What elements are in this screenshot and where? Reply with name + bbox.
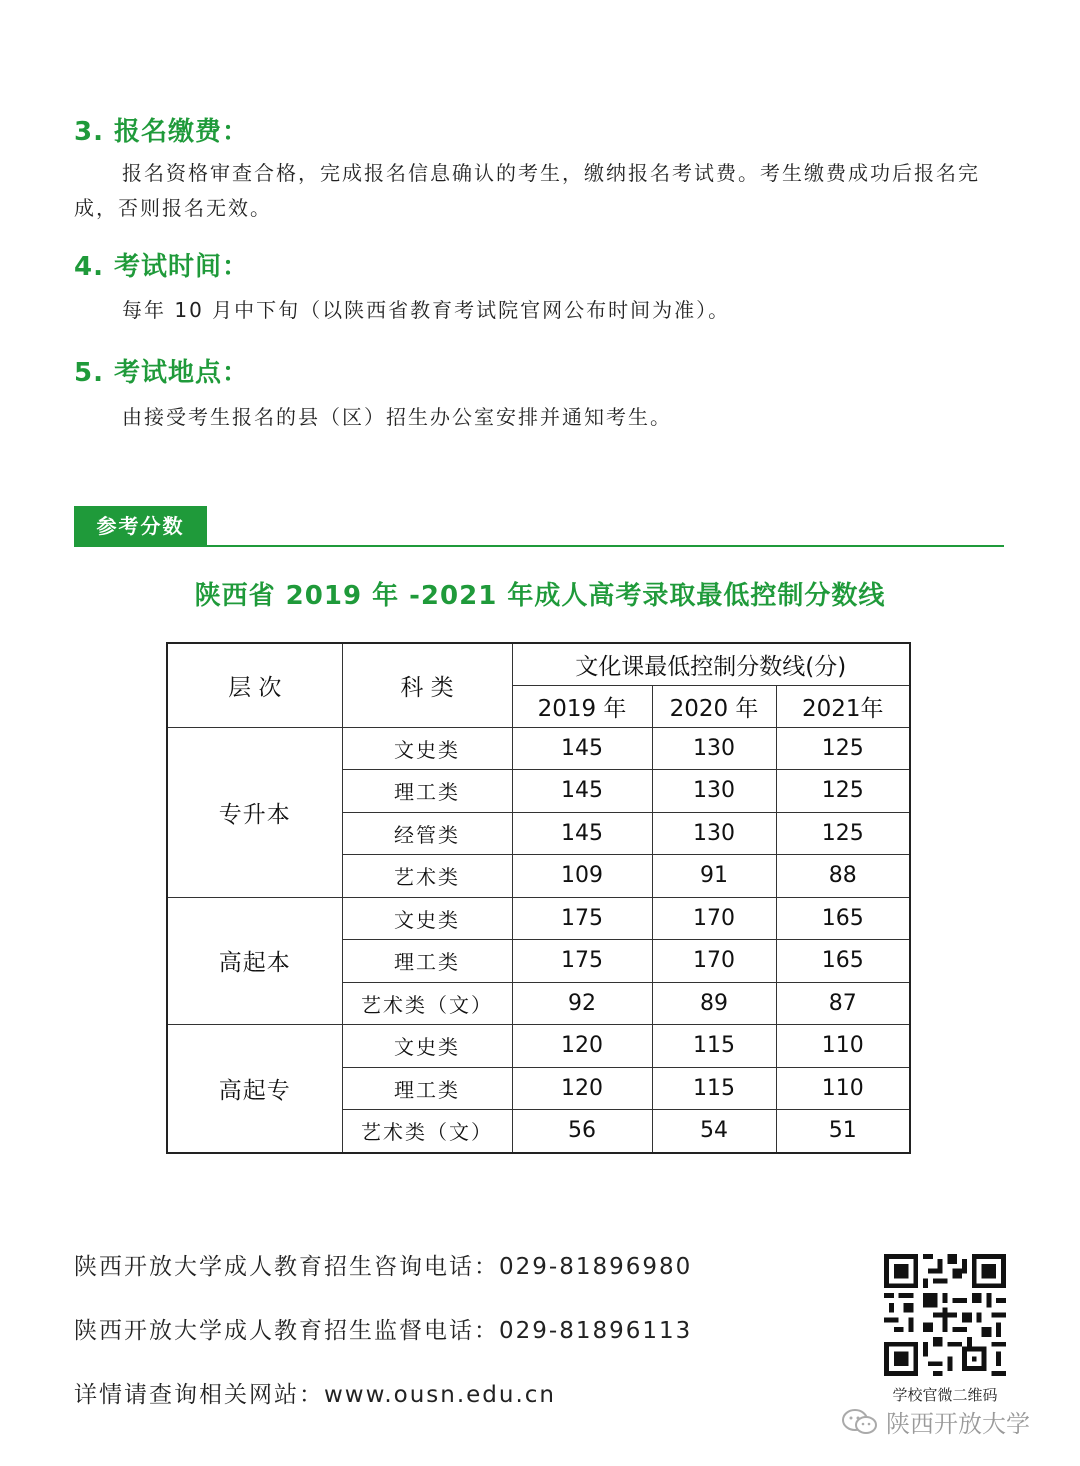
score-cell: 51	[776, 1110, 910, 1153]
header-level: 层 次	[167, 643, 342, 727]
score-cell: 92	[512, 982, 652, 1025]
score-cell: 54	[652, 1110, 776, 1153]
section-heading-exam-time: 4. 考试时间：	[74, 252, 250, 282]
header-score-group: 文化课最低控制分数线(分)	[512, 643, 910, 685]
header-year-2019: 2019 年	[512, 685, 652, 727]
score-cell: 120	[512, 1067, 652, 1110]
score-cell: 125	[776, 770, 910, 813]
reference-score-tab: 参考分数	[74, 506, 207, 546]
wechat-icon	[840, 1407, 880, 1437]
watermark-text: 陕西开放大学	[886, 1410, 1030, 1438]
header-category: 科 类	[342, 643, 512, 727]
score-cell: 110	[776, 1067, 910, 1110]
section-heading-exam-location: 5. 考试地点：	[74, 358, 250, 388]
section-text-registration-fee: 报名资格审查合格，完成报名信息确认的考生，缴纳报名考试费。考生缴费成功后报名完成，否则报名无效。	[74, 161, 980, 220]
score-cell: 89	[652, 982, 776, 1025]
category-cell: 艺术类	[342, 855, 512, 898]
account-watermark	[840, 1404, 1030, 1439]
section-text-exam-time: 每年 10 月中下旬（以陕西省教育考试院官网公布时间为准）。	[122, 298, 731, 322]
level-cell: 专升本	[167, 727, 342, 897]
score-cell: 109	[512, 855, 652, 898]
score-cell: 120	[512, 1025, 652, 1068]
reference-score-bar	[74, 506, 1004, 548]
score-cell: 170	[652, 940, 776, 983]
category-cell: 理工类	[342, 940, 512, 983]
section-heading-registration-fee: 3. 报名缴费：	[74, 117, 250, 147]
score-cell: 145	[512, 812, 652, 855]
score-cell: 175	[512, 940, 652, 983]
qr-code	[884, 1254, 1006, 1376]
score-cell: 115	[652, 1025, 776, 1068]
section-text-exam-location: 由接受考生报名的县（区）招生办公室安排并通知考生。	[122, 405, 672, 429]
score-cell: 130	[652, 812, 776, 855]
score-cell: 130	[652, 727, 776, 770]
category-cell: 艺术类（文）	[342, 1110, 512, 1153]
qr-caption: 学校官微二维码	[892, 1386, 998, 1404]
score-cell: 145	[512, 727, 652, 770]
consult-phone: 陕西开放大学成人教育招生咨询电话：029-81896980	[74, 1254, 693, 1280]
score-cell: 115	[652, 1067, 776, 1110]
category-cell: 理工类	[342, 1067, 512, 1110]
header-year-2021: 2021年	[776, 685, 910, 727]
table-row	[167, 897, 910, 940]
score-cell: 145	[512, 770, 652, 813]
category-cell: 文史类	[342, 1025, 512, 1068]
score-cell: 125	[776, 727, 910, 770]
table-row	[167, 1025, 910, 1068]
score-table	[166, 642, 911, 1154]
category-cell: 艺术类（文）	[342, 982, 512, 1025]
score-cell: 165	[776, 897, 910, 940]
category-cell: 文史类	[342, 897, 512, 940]
level-cell: 高起专	[167, 1025, 342, 1153]
category-cell: 理工类	[342, 770, 512, 813]
category-cell: 文史类	[342, 727, 512, 770]
score-cell: 87	[776, 982, 910, 1025]
score-cell: 88	[776, 855, 910, 898]
score-cell: 56	[512, 1110, 652, 1153]
supervise-phone: 陕西开放大学成人教育招生监督电话：029-81896113	[74, 1318, 693, 1344]
score-cell: 130	[652, 770, 776, 813]
category-cell: 经管类	[342, 812, 512, 855]
header-year-2020: 2020 年	[652, 685, 776, 727]
score-cell: 125	[776, 812, 910, 855]
website-link[interactable]: 详情请查询相关网站：www.ousn.edu.cn	[74, 1382, 557, 1408]
score-cell: 91	[652, 855, 776, 898]
table-title: 陕西省 2019 年 -2021 年成人高考录取最低控制分数线	[194, 581, 886, 611]
score-cell: 175	[512, 897, 652, 940]
reference-divider	[74, 545, 1004, 547]
score-cell: 110	[776, 1025, 910, 1068]
level-cell: 高起本	[167, 897, 342, 1025]
score-cell: 170	[652, 897, 776, 940]
table-row	[167, 727, 910, 770]
score-cell: 165	[776, 940, 910, 983]
